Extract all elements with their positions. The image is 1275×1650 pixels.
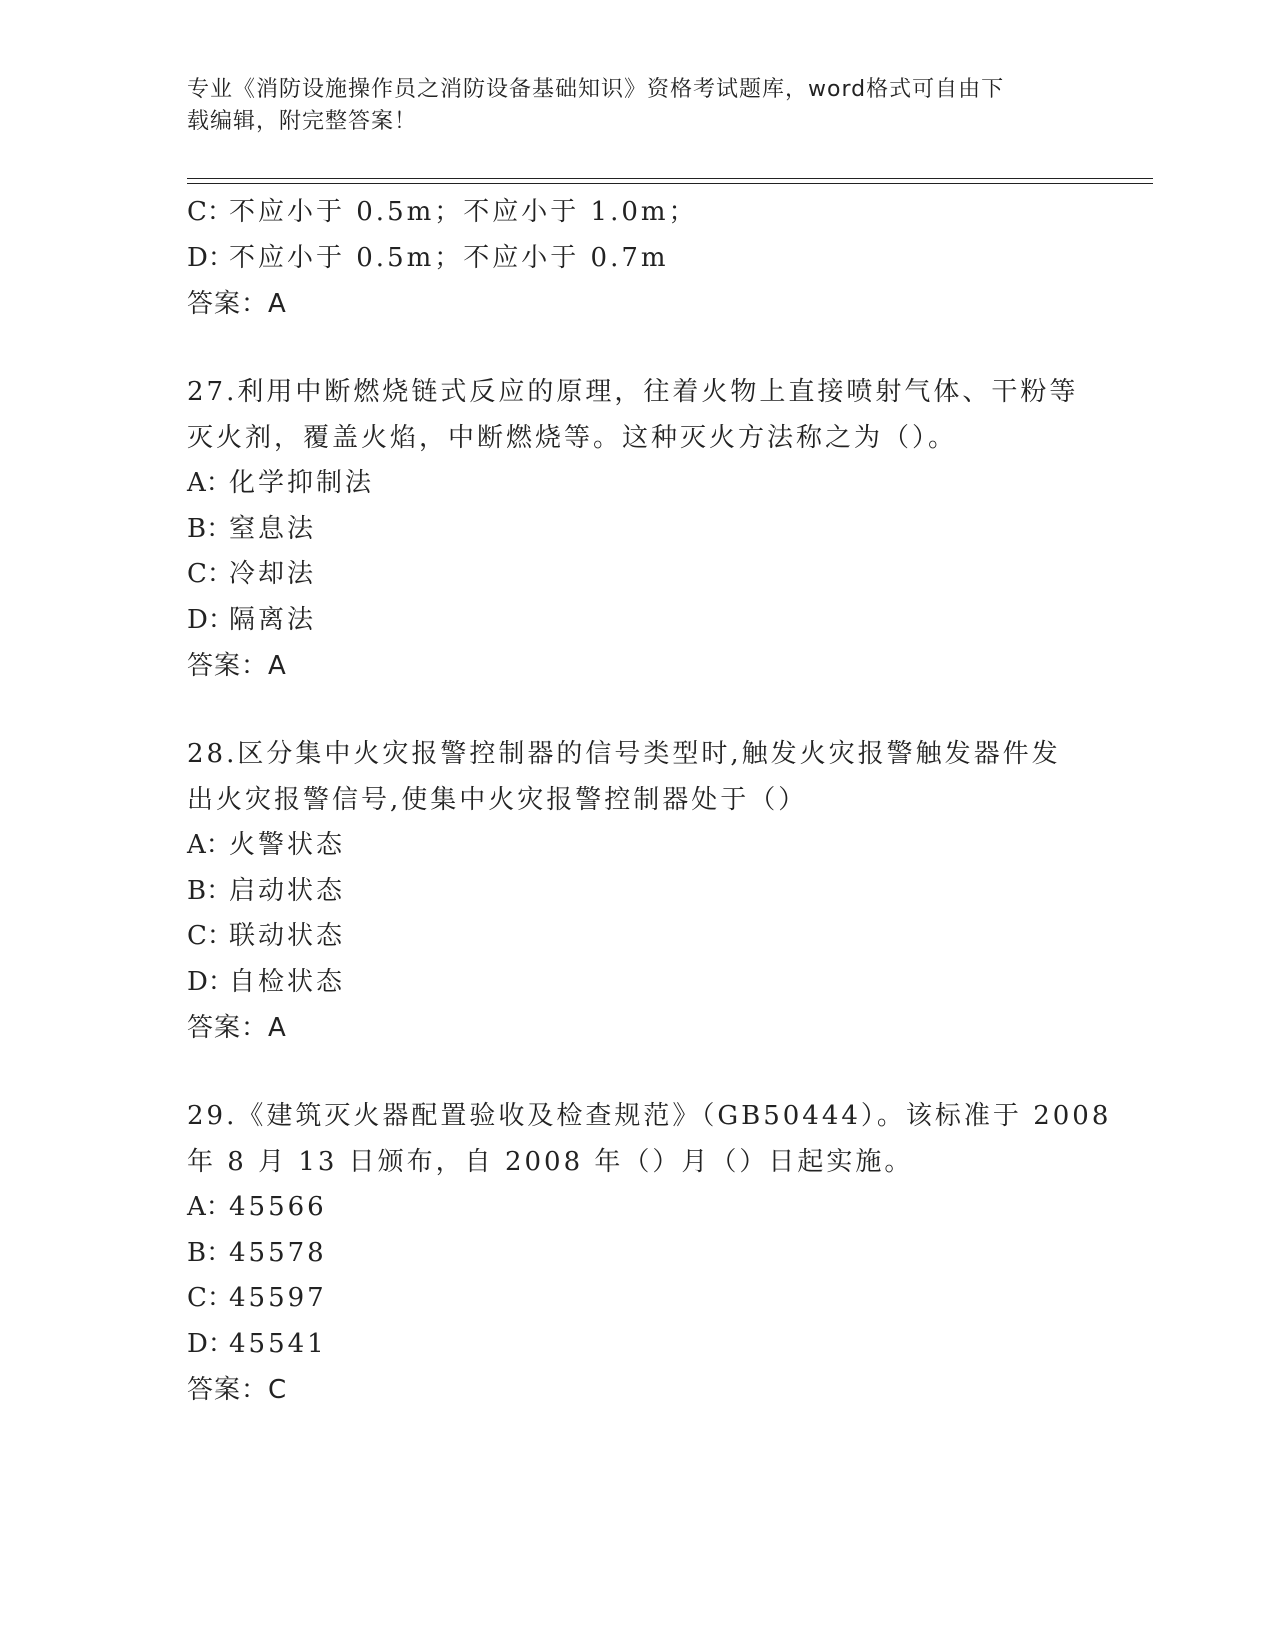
option-text: 化学抑制法: [229, 468, 375, 498]
option-text: 不应小于 0.5m；不应小于 0.7m: [229, 242, 669, 273]
option-d: [187, 598, 1087, 644]
option-text: 联动状态: [229, 921, 346, 951]
spacer: [187, 327, 1087, 370]
option-key: C：: [187, 197, 233, 227]
option-text: 45597: [229, 1283, 327, 1313]
question-list: [187, 190, 1112, 1413]
option-text: 45578: [229, 1237, 327, 1268]
header-line-2: 载编辑，附完整答案！: [187, 109, 418, 134]
spacer: [187, 1051, 1087, 1094]
option-d: [187, 1322, 1087, 1368]
question-28: [187, 732, 1087, 1051]
option-text: 启动状态: [229, 875, 346, 906]
option-b: [187, 869, 1087, 915]
question-stem: 29.《建筑灭火器配置验收及检查规范》（GB50444）。该标准于 2008: [187, 1101, 1112, 1131]
question-27: [187, 370, 1087, 689]
option-c: [187, 190, 1087, 236]
option-c: [187, 1276, 1087, 1322]
option-key: B：: [187, 1237, 233, 1268]
option-b: [187, 507, 1087, 553]
option-key: D：: [187, 242, 234, 273]
option-text: 冷却法: [229, 559, 317, 589]
answer-line: 答案：A: [187, 1013, 287, 1043]
option-text: 窒息法: [229, 513, 317, 544]
answer-line: 答案：C: [187, 1375, 288, 1405]
question-stem: 灭火剂，覆盖火焰，中断燃烧等。这种灭火方法称之为（）。: [187, 422, 958, 453]
option-text: 火警状态: [229, 830, 346, 860]
option-b: [187, 1231, 1087, 1277]
spacer: [187, 689, 1087, 732]
option-text: 45541: [229, 1328, 327, 1359]
option-a: [187, 1185, 1087, 1231]
option-text: 不应小于 0.5m；不应小于 1.0m；: [229, 197, 698, 227]
answer-line: 答案：A: [187, 651, 287, 681]
question-stem: 27.利用中断燃烧链式反应的原理，往着火物上直接喷射气体、干粉等: [187, 377, 1079, 407]
option-text: 自检状态: [229, 966, 346, 997]
answer-line: 答案：A: [187, 289, 287, 319]
question-stem: 年 8 月 13 日颁布，自 2008 年（）月（）日起实施。: [187, 1146, 914, 1177]
option-a: [187, 823, 1087, 869]
option-d: [187, 960, 1087, 1006]
option-d: [187, 236, 1087, 282]
option-key: A：: [187, 468, 232, 498]
option-text: 隔离法: [229, 604, 317, 635]
option-key: D：: [187, 604, 234, 635]
option-key: B：: [187, 513, 233, 544]
option-key: D：: [187, 966, 234, 997]
option-key: A：: [187, 1192, 232, 1222]
header-divider-bottom: [187, 183, 1153, 184]
header-line-1: 专业《消防设施操作员之消防设备基础知识》资格考试题库，word格式可自由下: [187, 77, 1005, 102]
header-divider-top: [187, 178, 1153, 179]
document-header: [187, 74, 1067, 138]
option-text: 45566: [229, 1192, 327, 1222]
previous-question-tail: [187, 190, 1087, 327]
option-key: B：: [187, 875, 233, 906]
option-key: A：: [187, 830, 232, 860]
option-c: [187, 552, 1087, 598]
option-c: [187, 914, 1087, 960]
option-key: C：: [187, 559, 233, 589]
option-key: D：: [187, 1328, 234, 1359]
question-stem: 出火灾报警信号,使集中火灾报警控制器处于（）: [187, 784, 808, 815]
option-key: C：: [187, 1283, 233, 1313]
option-key: C：: [187, 921, 233, 951]
option-a: [187, 461, 1087, 507]
question-29: [187, 1094, 1112, 1413]
question-stem: 28.区分集中火灾报警控制器的信号类型时,触发火灾报警触发器件发: [187, 739, 1061, 769]
